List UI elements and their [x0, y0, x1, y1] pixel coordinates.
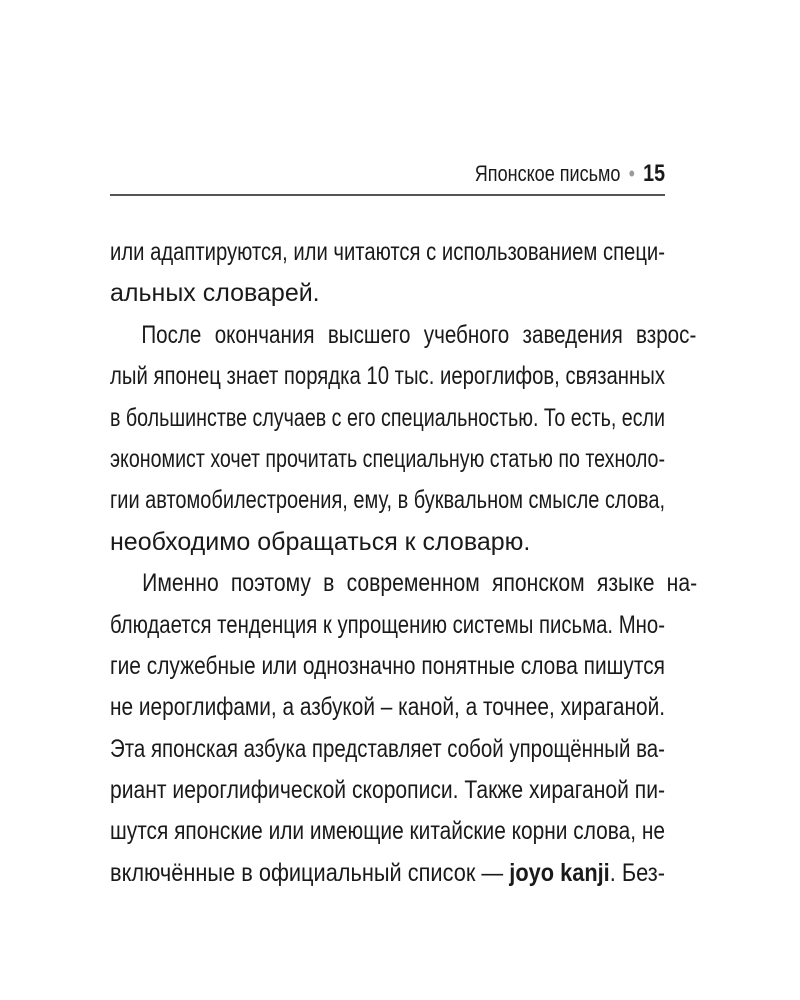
text-line: альных словарей. — [110, 279, 320, 308]
text-line: лый японец знает порядка 10 тыс. иероглифов, связанных — [110, 362, 665, 391]
paragraph-1 — [110, 232, 665, 315]
text-line-mixed — [110, 853, 665, 894]
bullet-separator-icon: • — [628, 161, 635, 186]
line-text-before-term: включённые в официальный список — — [110, 858, 504, 887]
text-line: или адаптируются, или читаются с использованием специ- — [110, 238, 665, 266]
header-rule — [110, 194, 665, 196]
page-number: 15 — [643, 160, 665, 187]
text-line: Эта японская азбука представляет собой упрощённый ва- — [110, 734, 665, 763]
text-line: необходимо обращаться к словарю. — [110, 527, 531, 556]
running-header-right — [475, 160, 665, 188]
text-line: Именно поэтому в современном японском языке на- — [142, 569, 698, 598]
text-line: не иероглифами, а азбукой – каной, а точнее, хираганой. — [110, 693, 665, 722]
paragraph-3 — [110, 563, 698, 894]
text-line: риант иероглифической скорописи. Также хираганой пи- — [110, 776, 665, 805]
text-line: После окончания высшего учебного заведения взрос- — [141, 320, 697, 349]
running-header — [110, 152, 665, 192]
paragraph-2 — [110, 315, 697, 563]
text-line: гии автомобилестроения, ему, в буквальном смысле слова, — [110, 486, 665, 515]
text-line: в большинстве случаев с его специальностью. То есть, если — [110, 403, 665, 432]
term-joyo-kanji: joyo kanji — [509, 858, 610, 887]
text-line: блюдается тенденция к упрощению системы письма. Мно- — [110, 610, 665, 639]
text-line: экономист хочет прочитать специальную статью по техноло- — [110, 444, 665, 473]
body-text — [110, 232, 698, 894]
text-line: шутся японские или имеющие китайские корни слова, не — [110, 817, 665, 846]
line-text-after-term: . Без- — [609, 858, 665, 887]
text-line: гие служебные или однозначно понятные слова пишутся — [110, 651, 665, 680]
chapter-title: Японское письмо — [474, 161, 621, 186]
